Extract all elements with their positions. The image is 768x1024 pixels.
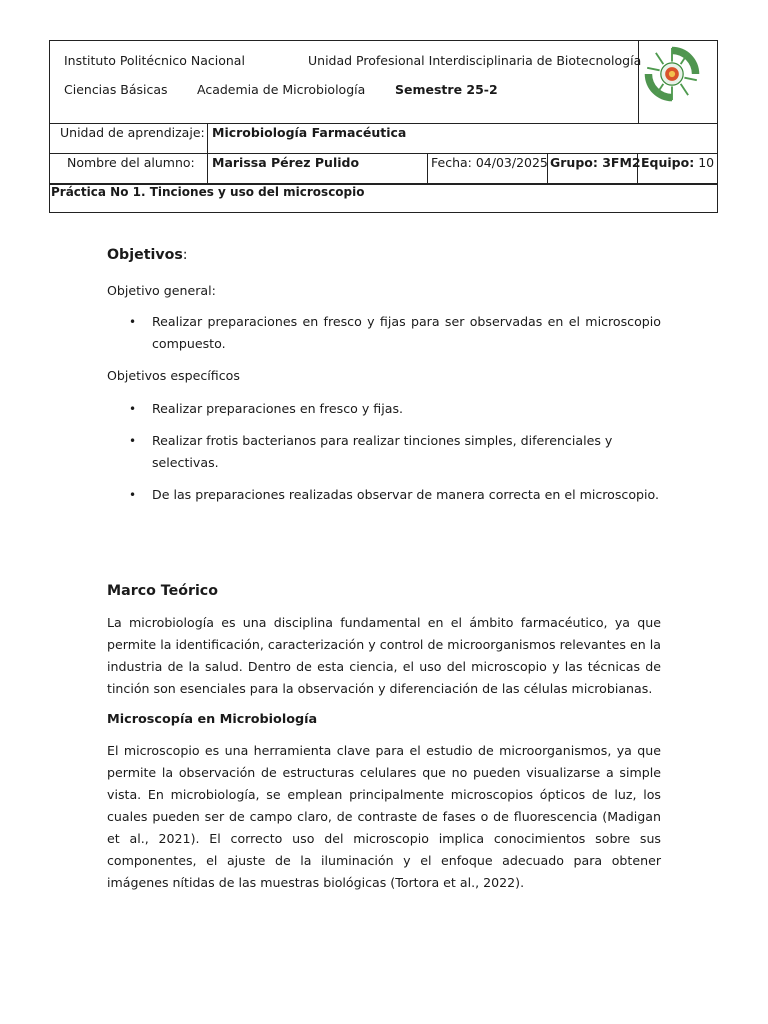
course-value: Microbiología Farmacéutica	[212, 125, 407, 140]
institution-name: Instituto Politécnico Nacional	[64, 53, 245, 68]
group-field: Grupo: 3FM2	[550, 155, 641, 170]
course-label: Unidad de aprendizaje:	[60, 125, 205, 140]
row-divider	[50, 153, 717, 154]
col-divider	[427, 153, 428, 184]
practice-title: Práctica No 1. Tinciones y uso del microscopio	[51, 185, 365, 199]
theory-intro-paragraph: La microbiología es una disciplina fundamental en el ámbito farmacéutico, ya que permite la identificación, caracterización y control de microorganismos relevantes en la industria de la salud. Dentro de esta ciencia, el uso del microscopio y las técnicas de tinción son esenciales para la observación y diferenciación de las células microbianas.	[107, 615, 661, 696]
list-item-text: Realizar preparaciones en fresco y fijas para ser observadas en el microscopio compuesto.	[152, 314, 661, 351]
date-field: Fecha: 04/03/2025	[431, 155, 548, 170]
student-value: Marissa Pérez Pulido	[212, 155, 360, 170]
bullet-icon: •	[129, 488, 137, 502]
bullet-icon: •	[129, 315, 137, 329]
upibi-logo-icon	[641, 43, 703, 105]
list-item	[107, 430, 661, 474]
list-item-text: De las preparaciones realizadas observar de manera correcta en el microscopio.	[152, 487, 660, 502]
department-name: Ciencias Básicas	[64, 82, 168, 97]
microscopy-subheading: Microscopía en Microbiología	[107, 712, 318, 727]
list-item	[107, 484, 661, 506]
row-divider	[50, 123, 717, 124]
student-label: Nombre del alumno:	[67, 155, 195, 170]
col-divider	[207, 123, 208, 184]
semester-label: Semestre 25-2	[395, 82, 498, 97]
specific-objectives-list	[107, 398, 661, 506]
specific-objectives-label: Objetivos específicos	[107, 368, 240, 383]
header-table	[49, 40, 718, 213]
team-field	[641, 155, 714, 170]
general-objectives-list	[107, 311, 661, 355]
list-item-text: Realizar preparaciones en fresco y fijas.	[152, 401, 404, 416]
objectives-heading	[107, 242, 661, 268]
bullet-icon: •	[129, 434, 137, 448]
list-item	[107, 398, 661, 420]
microscopy-paragraph: El microscopio es una herramienta clave para el estudio de microorganismos, ya que permite la observación de estructuras celulares que no pueden visualizarse a simple vista. En microbiología, se emplean principalmente microscopios ópticos de luz, los cuales pueden ser de campo claro, de contraste de fases o de fluorescencia (Madigan et al., 2021). El correcto uso del microscopio implica conocimientos sobre sus componentes, el ajuste de la iluminación y el enfoque adecuado para obtener imágenes nítidas de las muestras biológicas (Tortora et al., 2022).	[107, 743, 661, 890]
bullet-icon: •	[129, 402, 137, 416]
theory-heading: Marco Teórico	[107, 583, 218, 599]
objectives-heading-text: Objetivos	[107, 247, 183, 263]
list-item-text: Realizar frotis bacterianos para realizar tinciones simples, diferenciales y selectivas.	[152, 433, 613, 470]
list-item	[107, 311, 661, 355]
general-objective-label: Objetivo general:	[107, 283, 216, 298]
team-value: 10	[698, 155, 715, 170]
academy-name: Academia de Microbiología	[197, 82, 366, 97]
document-body	[107, 242, 661, 894]
objectives-heading-colon: :	[182, 247, 188, 263]
unit-name: Unidad Profesional Interdisciplinaria de Biotecnología	[308, 53, 642, 68]
team-label: Equipo:	[641, 155, 695, 170]
